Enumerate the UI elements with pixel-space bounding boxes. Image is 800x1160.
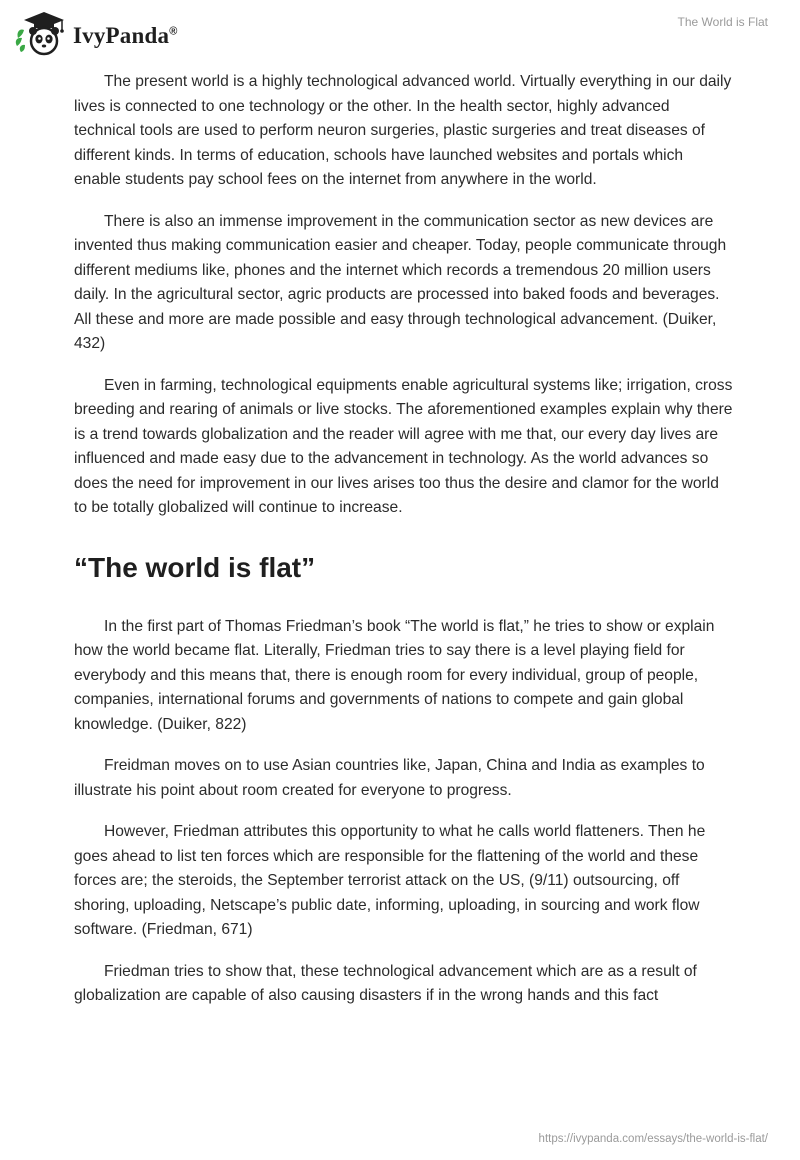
essay-paragraph: Even in farming, technological equipments enable agricultural systems like; irrigation, cross breeding and rearing of animals or live stocks. The aforementioned examples explain why there is a trend towards globalization and the reader will agree with me that, our every day lives are influenced and made easy due to the advancement in technology. As the world advances so does the need for improvement in our lives arises too thus the desire and clamor for the world to be totally globalized will continue to increase. xyxy=(74,376,733,516)
ivypanda-logo[interactable] xyxy=(14,8,178,58)
page-url[interactable]: https://ivypanda.com/essays/the-world-is-flat/ xyxy=(538,1133,768,1145)
document-title: The World is Flat xyxy=(677,15,768,29)
panda-graduate-icon xyxy=(14,8,70,58)
essay-paragraph: The present world is a highly technological advanced world. Virtually everything in our daily lives is connected to one technology or the other. In the health sector, highly advanced technical tools are used to perform neuron surgeries, plastic surgeries and treat diseases of different kinds. In terms of education, schools have launched websites and portals which enable students pay school fees on the internet from anywhere in the world. xyxy=(74,73,732,188)
essay-paragraph: Freidman moves on to use Asian countries like, Japan, China and India as examples to illustrate his point about room created for everyone to progress. xyxy=(74,757,705,799)
essay-paragraph: Friedman tries to show that, these technological advancement which are as a result of globalization are capable of also causing disasters if in the wrong hands and this fact xyxy=(74,962,697,1004)
page-header xyxy=(0,0,800,64)
essay-paragraph: In the first part of Thomas Friedman’s book “The world is flat,” he tries to show or explain how the world became flat. Literally, Friedman tries to say there is a level playing field for everybody and this means that, there is enough room for every individual, group of people, companies, international forums and governments of nations to compete and gain global knowledge. (Duiker, 822) xyxy=(74,617,715,733)
essay-body xyxy=(74,70,734,1009)
essay-paragraph: There is also an immense improvement in the communication sector as new devices are invented thus making communication easier and cheaper. Today, people communicate through different mediums like, phones and the internet which records a tremendous 20 million users daily. In the agricultural sector, agric products are processed into baked foods and beverages. All these and more are made possible and easy through technological advancement. (Duiker, 432) xyxy=(74,212,727,352)
logo-wordmark: IvyPanda® xyxy=(73,23,178,48)
essay-paragraph: However, Friedman attributes this opportunity to what he calls world flatteners. Then he goes ahead to list ten forces which are responsible for the flattening of the world and these forces are; the steroids, the September terrorist attack on the US, (9/11) outsourcing, off shoring, uploading, Netscape’s public date, informing, uploading, in sourcing and work flow software. (Friedman, 671) xyxy=(74,823,706,938)
section-heading: “The world is flat” xyxy=(74,551,316,583)
